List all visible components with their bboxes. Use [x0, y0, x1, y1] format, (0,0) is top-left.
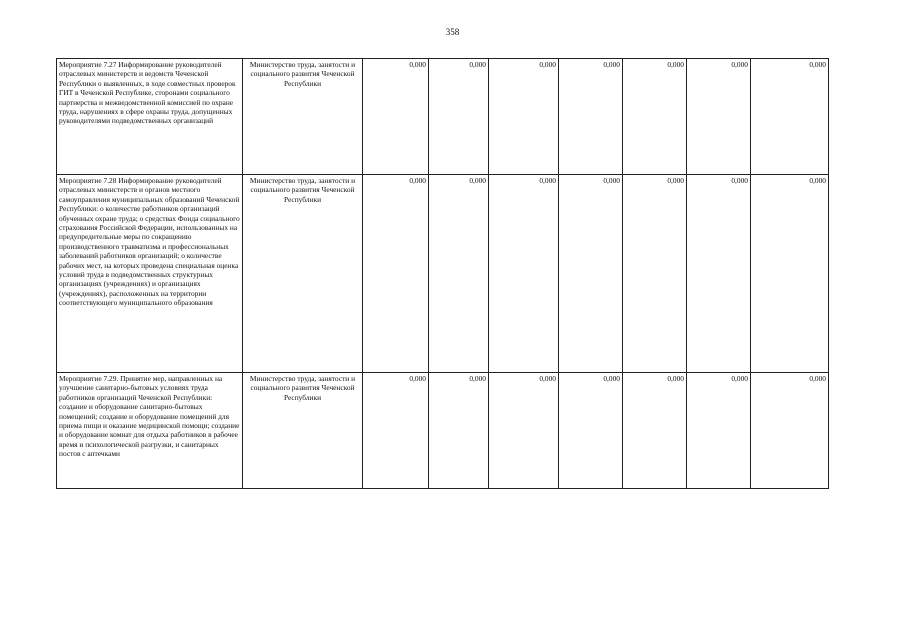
funding-value-cell: 0,000: [429, 373, 489, 489]
funding-value-cell: 0,000: [429, 175, 489, 373]
funding-value-cell: 0,000: [363, 175, 429, 373]
funding-value-cell: 0,000: [687, 373, 751, 489]
funding-value-cell: 0,000: [559, 373, 623, 489]
table-row: [57, 175, 829, 373]
event-description-cell: Мероприятие 7.29. Принятие мер, направленных на улучшение санитарно-бытовых условиях труда работников организаций Чеченской Республики: создание и оборудование санитарно-бытовых помещений; создание и оборудование помещений для приема пищи и оказание медицинской помощи; создание и оборудование комнат для отдыха работников в рабочее время и психологической разгрузки, и санитарных постов с аптечками: [57, 373, 243, 489]
funding-value-cell: 0,000: [623, 175, 687, 373]
funding-value-cell: 0,000: [559, 175, 623, 373]
funding-value-cell: 0,000: [429, 59, 489, 175]
event-description-cell: Мероприятие 7.28 Информирование руководителей отраслевых министерств и органов местного самоуправления муниципальных образований Чеченской Республики: о количестве работников организаций обученных охране труда; о средствах Фонда социального страхования Российской Федерации, использованных на предупредительные меры по сокращению производственного травматизма и профессиональных заболеваний работников организаций; о количестве рабочих мест, на которых проведена специальная оценка условий труда в подведомственных структурных организациях (учреждениях) и организациях (учреждениях), расположенных на территории соответствующего муниципального образования: [57, 175, 243, 373]
executor-cell: Министерство труда, занятости и социального развития Чеченской Республики: [243, 175, 363, 373]
table-body: [57, 59, 829, 489]
funding-value-cell: 0,000: [751, 373, 829, 489]
table-row: [57, 373, 829, 489]
funding-value-cell: 0,000: [687, 175, 751, 373]
executor-cell: Министерство труда, занятости и социального развития Чеченской Республики: [243, 373, 363, 489]
funding-value-cell: 0,000: [489, 59, 559, 175]
funding-value-cell: 0,000: [489, 175, 559, 373]
funding-value-cell: 0,000: [751, 175, 829, 373]
program-table: [56, 58, 829, 489]
funding-value-cell: 0,000: [363, 373, 429, 489]
funding-value-cell: 0,000: [623, 373, 687, 489]
funding-value-cell: 0,000: [687, 59, 751, 175]
page-number: 358: [445, 27, 460, 37]
event-description-cell: Мероприятие 7.27 Информирование руководителей отраслевых министерств и ведомств Чеченской Республики о выявленных, в ходе совместных проверок ГИТ в Чеченской Республике, сторонами социального партнерства и межведомственной комиссией по охране труда, нарушениях в сфере охраны труда, допущенных руководителями подведомственных организаций: [57, 59, 243, 175]
table-row: [57, 59, 829, 175]
funding-value-cell: 0,000: [751, 59, 829, 175]
funding-value-cell: 0,000: [559, 59, 623, 175]
executor-cell: Министерство труда, занятости и социального развития Чеченской Республики: [243, 59, 363, 175]
funding-value-cell: 0,000: [489, 373, 559, 489]
funding-value-cell: 0,000: [623, 59, 687, 175]
funding-value-cell: 0,000: [363, 59, 429, 175]
